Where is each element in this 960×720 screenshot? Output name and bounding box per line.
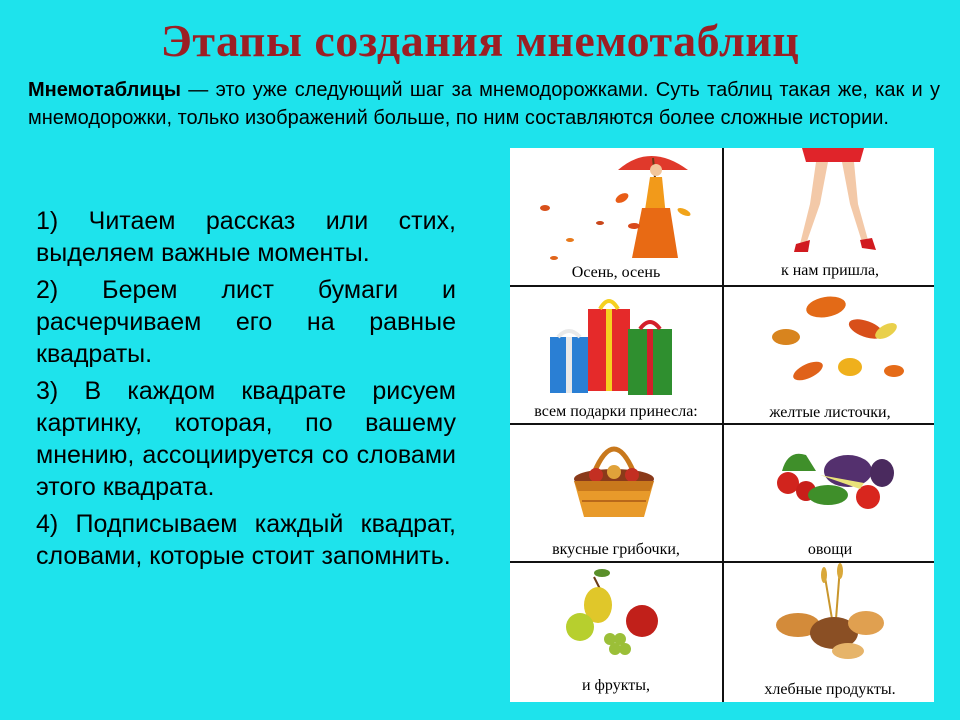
steps-list	[36, 205, 456, 577]
cell-caption: желтые листочки,	[769, 404, 891, 421]
table-cell	[724, 563, 936, 700]
table-cell	[510, 563, 722, 700]
cell-caption: к нам пришла,	[780, 262, 880, 279]
cell-caption: хлебные продукты.	[764, 681, 896, 698]
table-cell	[510, 287, 722, 424]
cell-caption: Осень, осень	[571, 264, 661, 281]
table-cell	[510, 148, 722, 285]
cell-caption: и фрукты,	[581, 677, 651, 694]
cell-caption: всем подарки принесла:	[534, 403, 698, 420]
table-cell	[724, 148, 936, 285]
table-cell	[510, 425, 722, 562]
page-title: Этапы создания мнемотаблиц	[160, 15, 800, 66]
table-cell	[724, 425, 936, 562]
intro-paragraph	[28, 76, 940, 132]
mnemo-table	[510, 148, 934, 702]
step-item: 4) Подписываем каждый квадрат, словами, которые стоит запомнить.	[36, 510, 456, 570]
step-item: 3) В каждом квадрате рисуем картинку, которая, по вашему мнению, ассоциируется со словами этого квадрата.	[36, 377, 456, 501]
intro-term: Мнемотаблицы	[28, 79, 181, 101]
step-item: 2) Берем лист бумаги и расчерчиваем его на равные квадраты.	[36, 276, 456, 368]
cell-caption: вкусные грибочки,	[552, 541, 680, 558]
bread-wheat-icon	[724, 563, 936, 700]
step-item: 1) Читаем рассказ или стих, выделяем важные моменты.	[36, 207, 456, 267]
cell-caption: овощи	[807, 541, 853, 558]
intro-text: — это уже следующий шаг за мнемодорожками. Суть таблиц такая же, как и у мнемодорожки, только изображений больше, по ним составляются более сложные истории.	[28, 79, 940, 129]
table-cell	[724, 287, 936, 424]
